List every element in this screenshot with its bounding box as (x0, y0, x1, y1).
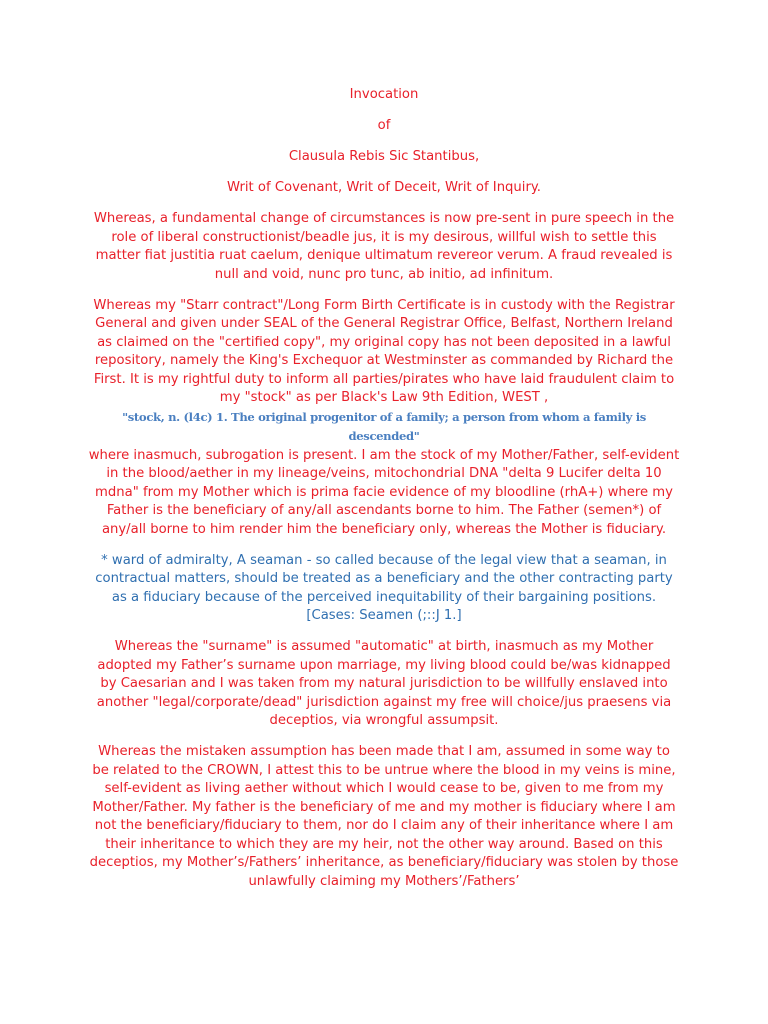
paragraph-surname: Whereas the "surname" is assumed "automatic" at birth, inasmuch as my Mother adopted my Father’s surname upon marriage, my living blood could be/was kidnapped by Caesarian and I was taken from my natural jurisdiction to be willfully enslaved into another "legal/corporate/dead" jurisdiction against my free will choice/jus praesens via deceptios, via wrongful assumpsit. (96, 639, 672, 728)
footnote-ward-of-admiralty: * ward of admiralty, A seaman - so called because of the legal view that a seaman, in contractual matters, should be treated as a beneficiary and the other contracting party as a fiduciary because of the perceived inequitability of their bargaining positions. [Cases: Seamen (;::J 1.] (95, 552, 673, 623)
paragraph-starr-contract (88, 297, 680, 540)
title-clausula: Clausula Rebis Sic Stantibus, (288, 149, 480, 164)
title-writs: Writ of Covenant, Writ of Deceit, Writ of Inquiry. (227, 180, 541, 195)
document-page (88, 86, 680, 904)
title-of: of (377, 118, 391, 133)
paragraph-starr-contract-text: Whereas my "Starr contract"/Long Form Birth Certificate is in custody with the Registrar General and given under SEAL of the General Registrar Office, Belfast, Northern Ireland as claimed on the "certified copy", my original copy has not been deposited in a lawful repository, namely the King's Exchequor at Westminster as commanded by Richard the First. It is my rightful duty to inform all parties/pirates who have laid fraudulent claim to my "stock" as per Black's Law 9th Edition, WEST , (93, 297, 675, 405)
paragraph-crown: Whereas the mistaken assumption has been made that I am, assumed in some way to be related to the CROWN, I attest this to be untrue where the blood in my veins is mine, self-evident as living aether without which I would cease to be, given to me from my Mother/Father. My father is the beneficiary of me and my mother is fiduciary where I am not the beneficiary/fiduciary to them, nor do I claim any of their inheritance where I am their inheritance to which they are my heir, not the other way around. Based on this deceptios, my Mother’s/Fathers’ inheritance, as beneficiary/fiduciary was stolen by those unlawfully claiming my Mothers’/Fathers’ (89, 744, 679, 889)
paragraph-stock-continued: where inasmuch, subrogation is present. I am the stock of my Mother/Father, self-evident in the blood/aether in my lineage/veins, mitochondrial DNA "delta 9 Lucifer delta 10 mdna" from my Mother which is prima facie evidence of my bloodline (rhA+) where my Father is the beneficiary of any/all ascendants borne to him. The Father (semen*) of any/all borne to him render him the beneficiary only, whereas the Mother is fiduciary. (88, 447, 680, 537)
title-invocation: Invocation (349, 87, 419, 102)
paragraph-fundamental-change: Whereas, a fundamental change of circumstances is now pre-sent in pure speech in the role of liberal constructionist/beadle jus, it is my desirous, willful wish to settle this matter fiat justitia ruat caelum, denique ultimatum revereor verum. A fraud revealed is null and void, nunc pro tunc, ab initio, ad infinitum. (93, 211, 675, 282)
stock-definition-quote: "stock, n. (l4c) 1. The original progenitor of a family; a person from whom a family is descended" (122, 409, 646, 443)
